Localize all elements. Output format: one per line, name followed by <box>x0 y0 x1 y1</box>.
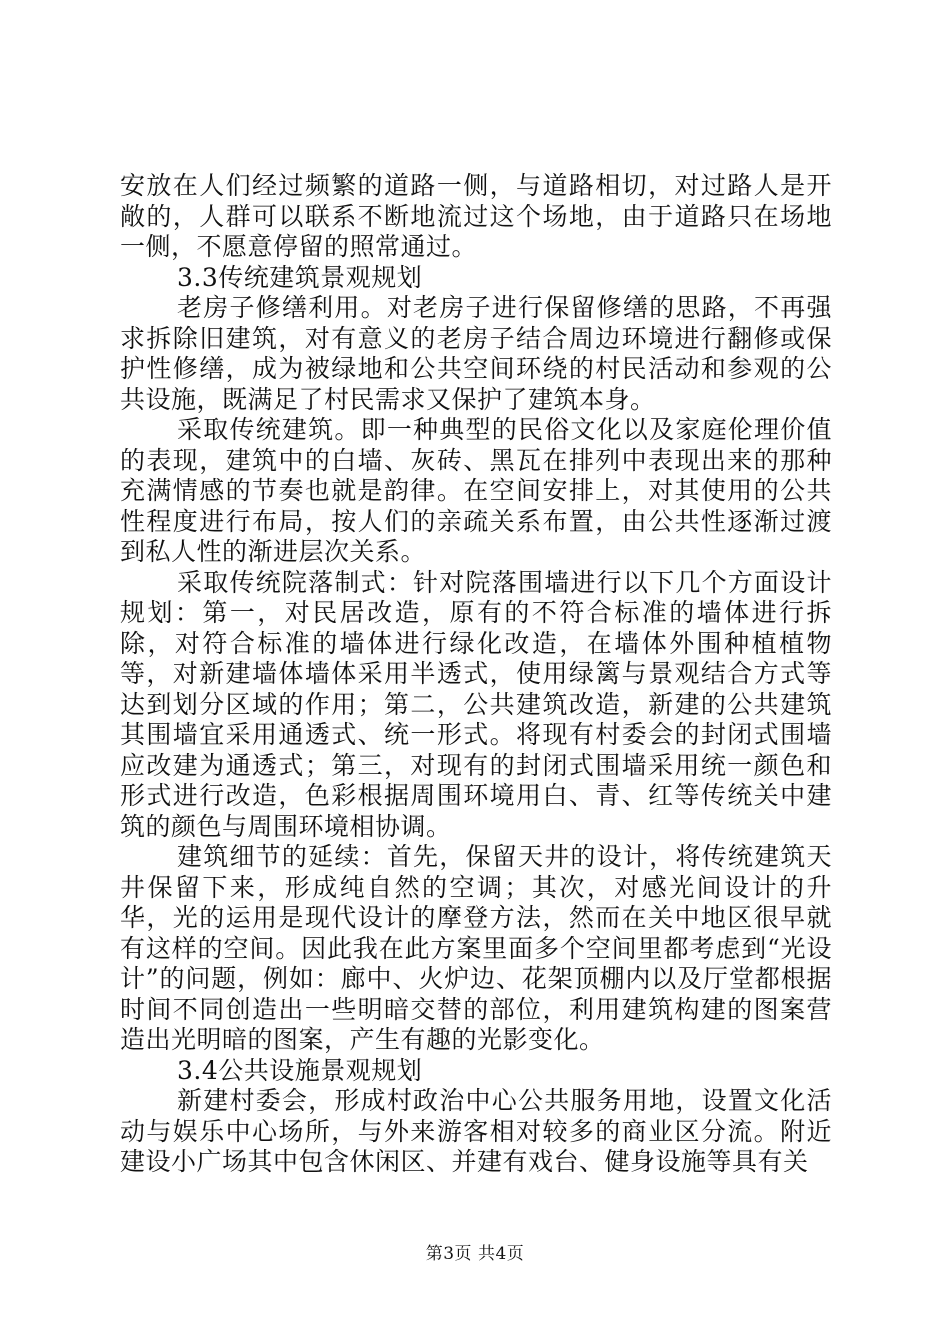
paragraph-courtyard-system: 采取传统院落制式：针对院落围墙进行以下几个方面设计规划：第一，对民居改造，原有的不符合标准的墙体进行拆除，对符合标准的墙体进行绿化改造，在墙体外围种植植物等，对新建墙体墙体采用半透式，使用绿篱与景观结合方式等达到划分区域的作用；第二，公共建筑改造，新建的公共建筑其围墙宜采用通透式、统一形式。将现有村委会的封闭式围墙应改建为通透式；第三，对现有的封闭式围墙采用统一颜色和形式进行改造，色彩根据周围环境用白、青、红等传统关中建筑的颜色与周围环境相协调。 <box>120 567 832 841</box>
paragraph-continuation: 安放在人们经过频繁的道路一侧，与道路相切，对过路人是开敞的，人群可以联系不断地流过这个场地，由于道路只在场地一侧，不愿意停留的照常通过。 <box>120 171 832 261</box>
document-body <box>120 171 832 1178</box>
paragraph-public-facilities: 新建村委会，形成村政治中心公共服务用地，设置文化活动与娱乐中心场所，与外来游客相对较多的商业区分流。附近建设小广场其中包含休闲区、并建有戏台、健身设施等具有关 <box>120 1086 832 1176</box>
section-heading-3-4: 3.4公共设施景观规划 <box>177 1055 423 1085</box>
paragraph-building-details: 建筑细节的延续：首先，保留天井的设计，将传统建筑天井保留下来，形成纯自然的空调；其次，对感光间设计的升华，光的运用是现代设计的摩登方法，然而在关中地区很早就有这样的空间。因此我在此方案里面多个空间里都考虑到“光设计”的问题，例如：廊中、火炉边、花架顶棚内以及厅堂都根据时间不同创造出一些明暗交替的部位，利用建筑构建的图案营造出光明暗的图案，产生有趣的光影变化。 <box>120 842 832 1054</box>
page-number-footer: 第3页 共4页 <box>425 1244 525 1264</box>
paragraph-old-house-repair: 老房子修缮利用。对老房子进行保留修缮的思路，不再强求拆除旧建筑，对有意义的老房子结合周边环境进行翻修或保护性修缮，成为被绿地和公共空间环绕的村民活动和参观的公共设施，既满足了村民需求又保护了建筑本身。 <box>120 293 832 414</box>
section-heading-3-3: 3.3传统建筑景观规划 <box>177 262 423 292</box>
paragraph-traditional-architecture: 采取传统建筑。即一种典型的民俗文化以及家庭伦理价值的表现，建筑中的白墙、灰砖、黑瓦在排列中表现出来的那种充满情感的节奏也就是韵律。在空间安排上，对其使用的公共性程度进行布局，按人们的亲疏关系布置，由公共性逐渐过渡到私人性的渐进层次关系。 <box>120 415 832 566</box>
